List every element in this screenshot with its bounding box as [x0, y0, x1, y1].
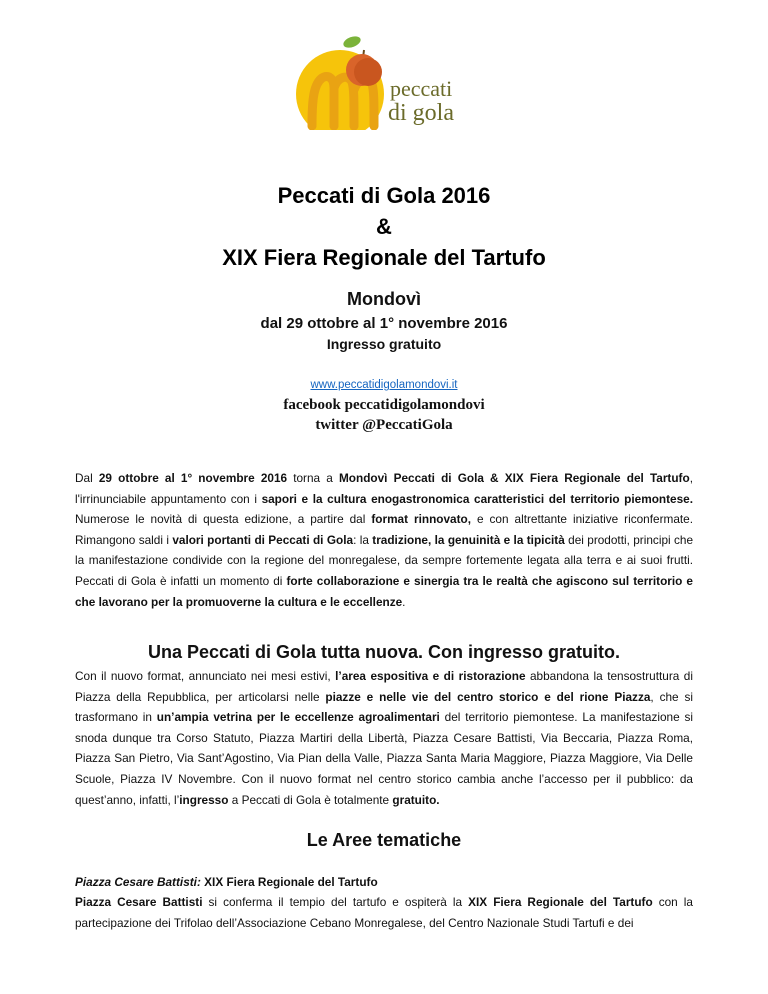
area-place: Piazza Cesare Battisti:: [75, 875, 201, 889]
text-run: a Peccati di Gola è totalmente: [228, 792, 393, 807]
text-run: sapori e la cultura enogastronomica caratteristici del territorio piemontese.: [261, 491, 693, 506]
text-run: forte collaborazione e sinergia tra le realtà che agiscono sul territorio e che lavorano per la promuoverne la cultura e le eccellenze: [75, 573, 693, 609]
twitter-handle: twitter @PeccatiGola: [315, 417, 453, 433]
text-run: : la: [353, 532, 373, 547]
text-run: Piazza Cesare Battisti: [75, 895, 203, 909]
section-heading-thematic-areas: Le Aree tematiche: [306, 830, 462, 850]
text-run: con la partecipazione dei Trifolao dell’Associazione Cebano Monregalese, del Centro Nazionale Studi Tartufi e dei: [75, 895, 693, 930]
text-run: Mondovì Peccati di Gola & XIX Fiera Regionale del Tartufo: [338, 471, 690, 485]
text-run: 29 ottobre al 1° novembre 2016: [98, 471, 288, 485]
text-run: valori portanti di Peccati di Gola: [172, 532, 354, 547]
text-run: format rinnovato,: [371, 512, 472, 527]
text-run: si conferma il tempio del tartufo e ospiterà la: [202, 895, 469, 909]
text-run: tradizione, la genuinità e la tipicità: [372, 532, 565, 547]
page-title-line2: &: [376, 214, 392, 239]
event-dates: dal 29 ottobre al 1° novembre 2016: [260, 315, 508, 332]
peccati-di-gola-logo: [292, 28, 476, 130]
event-city: Mondovì: [347, 289, 421, 309]
website-line: [0, 377, 768, 393]
logo-text-top: peccati: [390, 76, 453, 101]
text-run: dei prodotti, principi che la manifestazione condivide con la regione del monregalese, da sempre fortemente legata alla terra e ai suoi frutti. Peccati di Gola è infatti un momento di: [75, 532, 694, 588]
section-heading-new-format: Una Peccati di Gola tutta nuova. Con ingresso gratuito.: [147, 642, 621, 662]
text-run: un’ampia vetrina per le eccellenze agroalimentari: [156, 710, 440, 725]
text-run: abbandona la tensostruttura di Piazza della Repubblica, per articolarsi nelle: [75, 669, 693, 704]
text-run: , che si trasformano in: [75, 689, 693, 725]
text-run: torna a: [287, 471, 339, 485]
text-run: piazze e nelle vie del centro storico e del rione Piazza: [325, 689, 651, 704]
page-title-line3: XIX Fiera Regionale del Tartufo: [222, 245, 546, 270]
text-run: XIX Fiera Regionale del Tartufo: [468, 895, 653, 909]
text-run: l’area espositiva e di ristorazione: [335, 669, 526, 683]
text-run: Numerose le novità di questa edizione, a partire dal: [75, 512, 372, 527]
page-title-line1: Peccati di Gola 2016: [277, 183, 491, 208]
area-paragraph: [75, 892, 693, 933]
text-run: , l'irrinunciabile appuntamento con i: [75, 471, 693, 506]
website-link[interactable]: www.peccatidigolamondovi.it: [310, 379, 458, 391]
text-run: Dal: [75, 471, 99, 485]
text-run: e con altrettante iniziative riconfermate. Rimangono saldi i: [75, 512, 693, 547]
text-run: .: [402, 594, 406, 609]
text-run: gratuito.: [392, 792, 440, 807]
facebook-handle: facebook peccatidigolamondovi: [283, 397, 485, 413]
text-run: Con il nuovo format, annunciato nei mesi estivi,: [75, 669, 336, 683]
text-run: ingresso: [179, 792, 229, 807]
section-new-format-paragraph: [75, 666, 693, 810]
event-entry: Ingresso gratuito: [326, 336, 442, 352]
intro-paragraph: [75, 468, 693, 612]
logo-text-bottom: di gola: [388, 100, 454, 126]
area-heading: [75, 872, 693, 893]
area-name: XIX Fiera Regionale del Tartufo: [200, 875, 378, 889]
text-run: del territorio piemontese. La manifestazione si snoda dunque tra Corso Statuto, Piazza Martiri della Libertà, Piazza Cesare Battisti, Via Beccaria, Piazza Roma, Piazza San Pietro, Via Sant’Agostino, Via Pian della Valle, Piazza Santa Maria Maggiore, Piazza Maggiore, Via Delle Scuole, Piazza IV Novembre. Con il nuovo format nel centro storico cambia anche l’accesso per il pubblico: da quest’anno, infatti, l’: [75, 710, 694, 807]
